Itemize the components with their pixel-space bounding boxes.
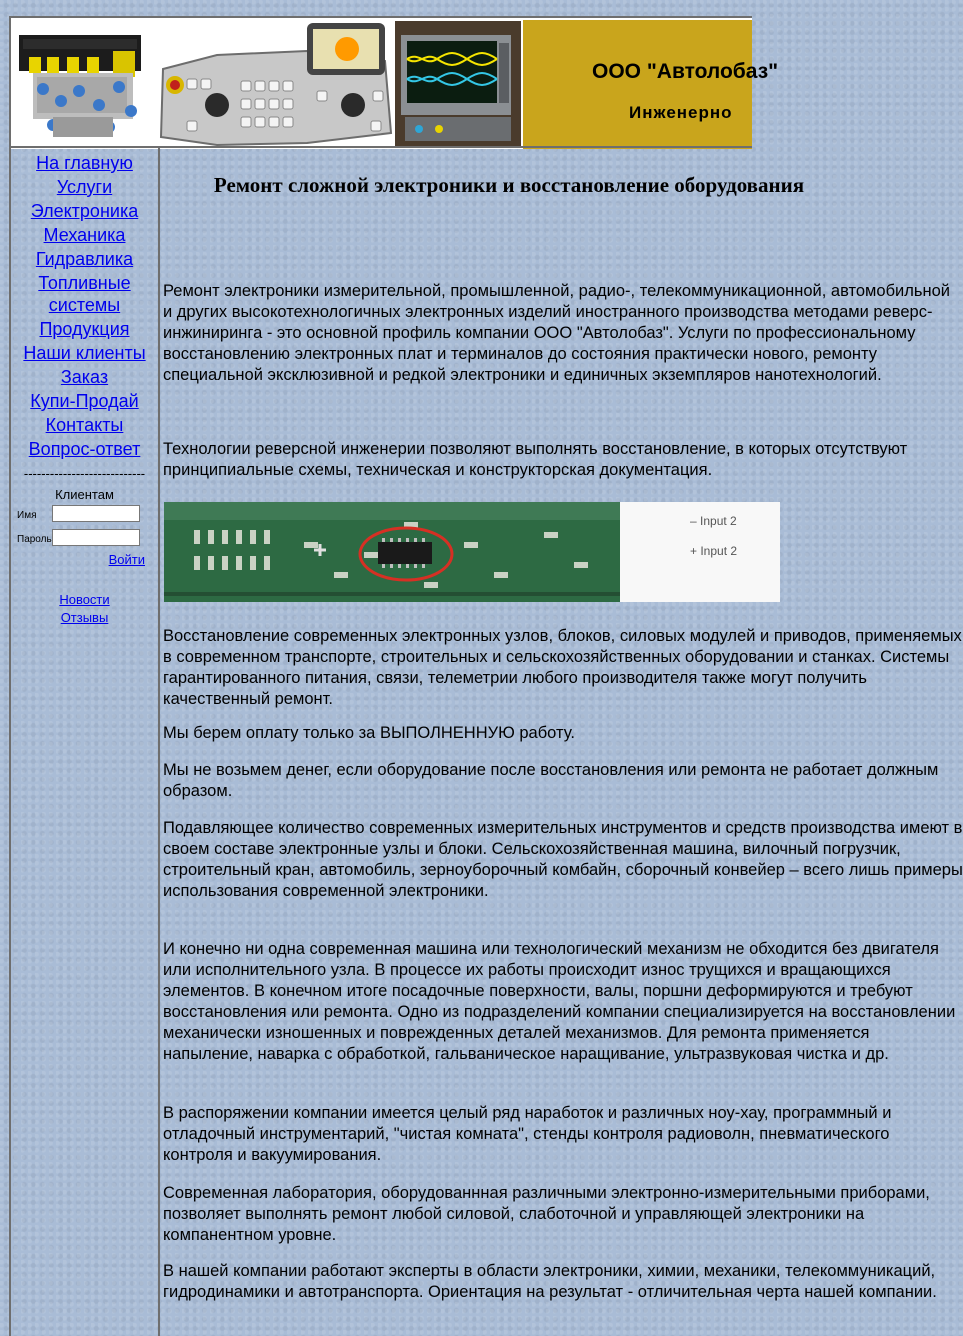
password-input[interactable] <box>52 529 140 546</box>
nav-fuel-systems[interactable]: Топливные системы <box>38 273 131 315</box>
nav-buy-sell[interactable]: Купи-Продай <box>30 391 139 411</box>
nav-home[interactable]: На главную <box>36 153 133 173</box>
nav-faq[interactable]: Вопрос-ответ <box>28 439 141 459</box>
name-input[interactable] <box>52 505 140 522</box>
intro-paragraph: Ремонт электроники измерительной, промышленной, радио-, телекоммуникационной, автомобильной и других высокотехнологичных электронных изделий иностранного производства методами реверс-инжиниринга - это основной профиль компании ООО "Автолобаз". Услуги по профессиональному восстановлению электронных плат и терминалов до состояния практически нового, ремонту специальной эксклюзивной и редкой электроники и единичных экземпляров нанотехнологий. <box>163 282 950 384</box>
login-password-row <box>11 528 158 550</box>
name-label: Имя <box>17 510 37 521</box>
mechanics-paragraph: И конечно ни одна современная машина или технологический механизм не обходится без двигателя или исполнительного узла. В процессе их работы происходит износ трущихся и вращающихся элементов. В конечном итоге посадочные поверхности, валы, поршни деформируются и требуют восстановления или ремонта. Одно из подразделений компании специализируется на восстановлении механически изношенных и поврежденных деталей механизмов. Для ремонта применяется напыление, наварка с обработкой, гальваническое наращивание, ультразвуковая чистка и др. <box>163 940 956 1063</box>
reverse-engineering-paragraph: Технологии реверсной инженерии позволяют выполнять восстановление, в которых отсутствуют принципиальные схемы, техническая и конструкторская документация. <box>163 440 908 479</box>
input-plus-label: + Input 2 <box>690 544 738 558</box>
login-button[interactable]: Войти <box>108 552 145 567</box>
restoration-paragraph: Восстановление современных электронных узлов, блоков, силовых модулей и приводов, применяемых в современном транспорте, строительных и сельскохозяйственных оборудовании и станках. Системы гарантированного питания, связи, телеметрии любого производителя также могут получить качественный ремонт. <box>163 627 962 708</box>
reviews-link[interactable]: Отзывы <box>60 610 109 625</box>
sidebar-divider: ---------------------------- <box>23 466 146 481</box>
header-tagline: Инженерно <box>629 103 733 122</box>
payment-paragraph: Мы берем оплату только за ВЫПОЛНЕННУЮ работу. <box>163 724 575 742</box>
nav-products[interactable]: Продукция <box>39 319 130 339</box>
oscilloscope-image <box>395 21 521 147</box>
nav-services[interactable]: Услуги <box>56 177 113 197</box>
nav-order[interactable]: Заказ <box>60 367 109 387</box>
login-title: Клиентам <box>55 487 114 502</box>
main-nav <box>11 151 158 461</box>
input-minus-label: – Input 2 <box>690 514 737 528</box>
site-header <box>9 16 779 149</box>
nav-clients[interactable]: Наши клиенты <box>23 343 146 363</box>
company-name: ООО "Автолобаз" <box>592 60 779 83</box>
laboratory-paragraph: Современная лаборатория, оборудованнная различными электронно-измерительными приборами, позволяет выполнять ремонт любой силовой, слаботочной и управляющей электроники на компанентном уровне. <box>163 1184 930 1244</box>
nav-electronics[interactable]: Электроника <box>30 201 139 221</box>
main-content <box>158 146 963 1336</box>
password-label: Пароль <box>17 534 52 545</box>
instruments-paragraph: Подавляющее количество современных измерительных инструментов и средств производства имеют в своем составе электронные узлы и блоки. Сельскохозяйственная машина, вилочный погрузчик, строительный кран, автомобиль, зерноуборочный комбайн, сборочный конвейер – всего лишь примеры использования современной электроники. <box>163 819 963 900</box>
scope-input-panel <box>620 502 780 602</box>
knowhow-paragraph: В распоряжении компании имеется целый ряд наработок и различных ноу-хау, программный и отладочный инструментарий, "чистая комната", стенды контроля радиоволн, пневматического контроля и вакуумирования. <box>163 1104 892 1164</box>
nav-contacts[interactable]: Контакты <box>45 415 124 435</box>
sidebar <box>9 146 159 1336</box>
login-name-row <box>11 504 158 526</box>
header-banner <box>523 20 779 149</box>
page-title: Ремонт сложной электроники и восстановление оборудования <box>213 173 805 197</box>
experts-paragraph: В нашей компании работают эксперты в области электроники, химии, механики, телекоммуникаций, гидродинамики и автотранспорта. Ориентация на результат - отличительная черта нашей компании. <box>163 1262 937 1301</box>
control-panel-image <box>157 21 394 147</box>
nav-hydraulics[interactable]: Гидравлика <box>35 249 134 269</box>
nav-mechanics[interactable]: Механика <box>43 225 126 245</box>
guarantee-paragraph: Мы не возьмем денег, если оборудование после восстановления или ремонта не работает должным образом. <box>163 761 939 800</box>
circuit-board-image <box>164 502 620 602</box>
valve-block-image <box>13 21 155 147</box>
news-link[interactable]: Новости <box>59 592 110 607</box>
